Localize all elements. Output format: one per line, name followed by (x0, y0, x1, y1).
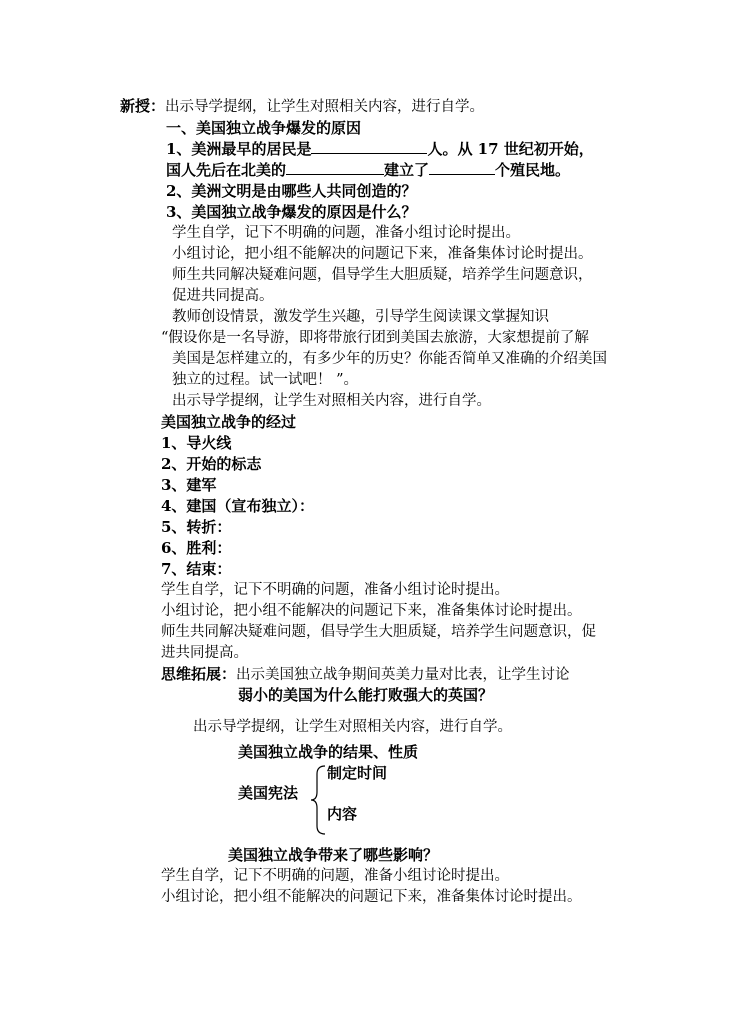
blank-3 (429, 160, 495, 175)
list-item: 7、结束： (161, 560, 232, 578)
paragraph: 小组讨论，把小组不能解决的问题记下来，准备集体讨论时提出。 (172, 246, 593, 262)
list-item: 6、胜利： (161, 539, 232, 557)
intro-line (120, 96, 484, 118)
paragraph: 小组讨论，把小组不能解决的问题记下来，准备集体讨论时提出。 (161, 603, 582, 619)
section1-heading: 一、美国独立战争爆发的原因 (166, 119, 362, 137)
list-item: 1、导火线 (161, 434, 232, 452)
paragraph: 学生自学，记下不明确的问题，准备小组讨论时提出。 (161, 582, 509, 598)
list-item: 4、建国（宣布独立）： (161, 497, 314, 515)
thinking-text: 出示美国独立战争期间英美力量对比表，让学生讨论 (236, 667, 570, 683)
question-1-line2: 国人先后在北美的 建立了 个殖民地。 (166, 161, 571, 179)
paragraph: 学生自学，记下不明确的问题，准备小组讨论时提出。 (161, 868, 509, 884)
thinking-label: 思维拓展： (161, 665, 237, 683)
list-item: 3、建军 (161, 476, 217, 494)
intro-text: 出示导学提纲，让学生对照相关内容，进行自学。 (165, 99, 485, 115)
paragraph: 学生自学，记下不明确的问题，准备小组讨论时提出。 (172, 225, 520, 241)
quote-paragraph: “假设你是一名导游，即将带旅行团到美国去旅游，大家想提前了解 (161, 330, 589, 346)
intro-label: 新授： (120, 97, 166, 115)
paragraph: 出示导学提纲，让学生对照相关内容，进行自学。 (172, 393, 491, 409)
quote-paragraph: 美国是怎样建立的，有多少年的历史？你能否简单又准确的介绍美国 (172, 351, 607, 367)
thinking-extension (161, 664, 570, 686)
constitution-label: 美国宪法 (238, 784, 299, 802)
blank-2 (286, 160, 384, 175)
impact-question: 美国独立战争带来了哪些影响？ (228, 846, 439, 864)
paragraph: 教师创设情景，激发学生兴趣，引导学生阅读课文掌握知识 (172, 309, 549, 325)
section2-heading: 美国独立战争的经过 (161, 413, 297, 431)
section3-heading: 美国独立战争的结果、性质 (238, 743, 419, 761)
question-1: 1、美洲最早的居民是 人。从 17 世纪初开始， (166, 140, 594, 158)
blank-1 (311, 139, 427, 154)
paragraph: 促进共同提高。 (172, 288, 274, 304)
question-3: 3、美国独立战争爆发的原因是什么？ (166, 203, 417, 221)
paragraph: 师生共同解决疑难问题，倡导学生大胆质疑，培养学生问题意识，促 (161, 624, 596, 640)
branch-label: 制定时间 (327, 764, 388, 782)
paragraph: 出示导学提纲，让学生对照相关内容，进行自学。 (193, 719, 512, 735)
paragraph: 进共同提高。 (161, 645, 248, 661)
paragraph: 师生共同解决疑难问题，倡导学生大胆质疑，培养学生问题意识， (172, 267, 593, 283)
paragraph: 小组讨论，把小组不能解决的问题记下来，准备集体讨论时提出。 (161, 889, 582, 905)
brace-icon (309, 764, 329, 836)
quote-paragraph: 独立的过程。试一试吧！ ”。 (172, 372, 359, 388)
question-2: 2、美洲文明是由哪些人共同创造的？ (166, 182, 417, 200)
thinking-question: 弱小的美国为什么能打败强大的英国？ (238, 686, 494, 704)
branch-label: 内容 (327, 805, 358, 823)
list-item: 2、开始的标志 (161, 455, 262, 473)
list-item: 5、转折： (161, 518, 232, 536)
